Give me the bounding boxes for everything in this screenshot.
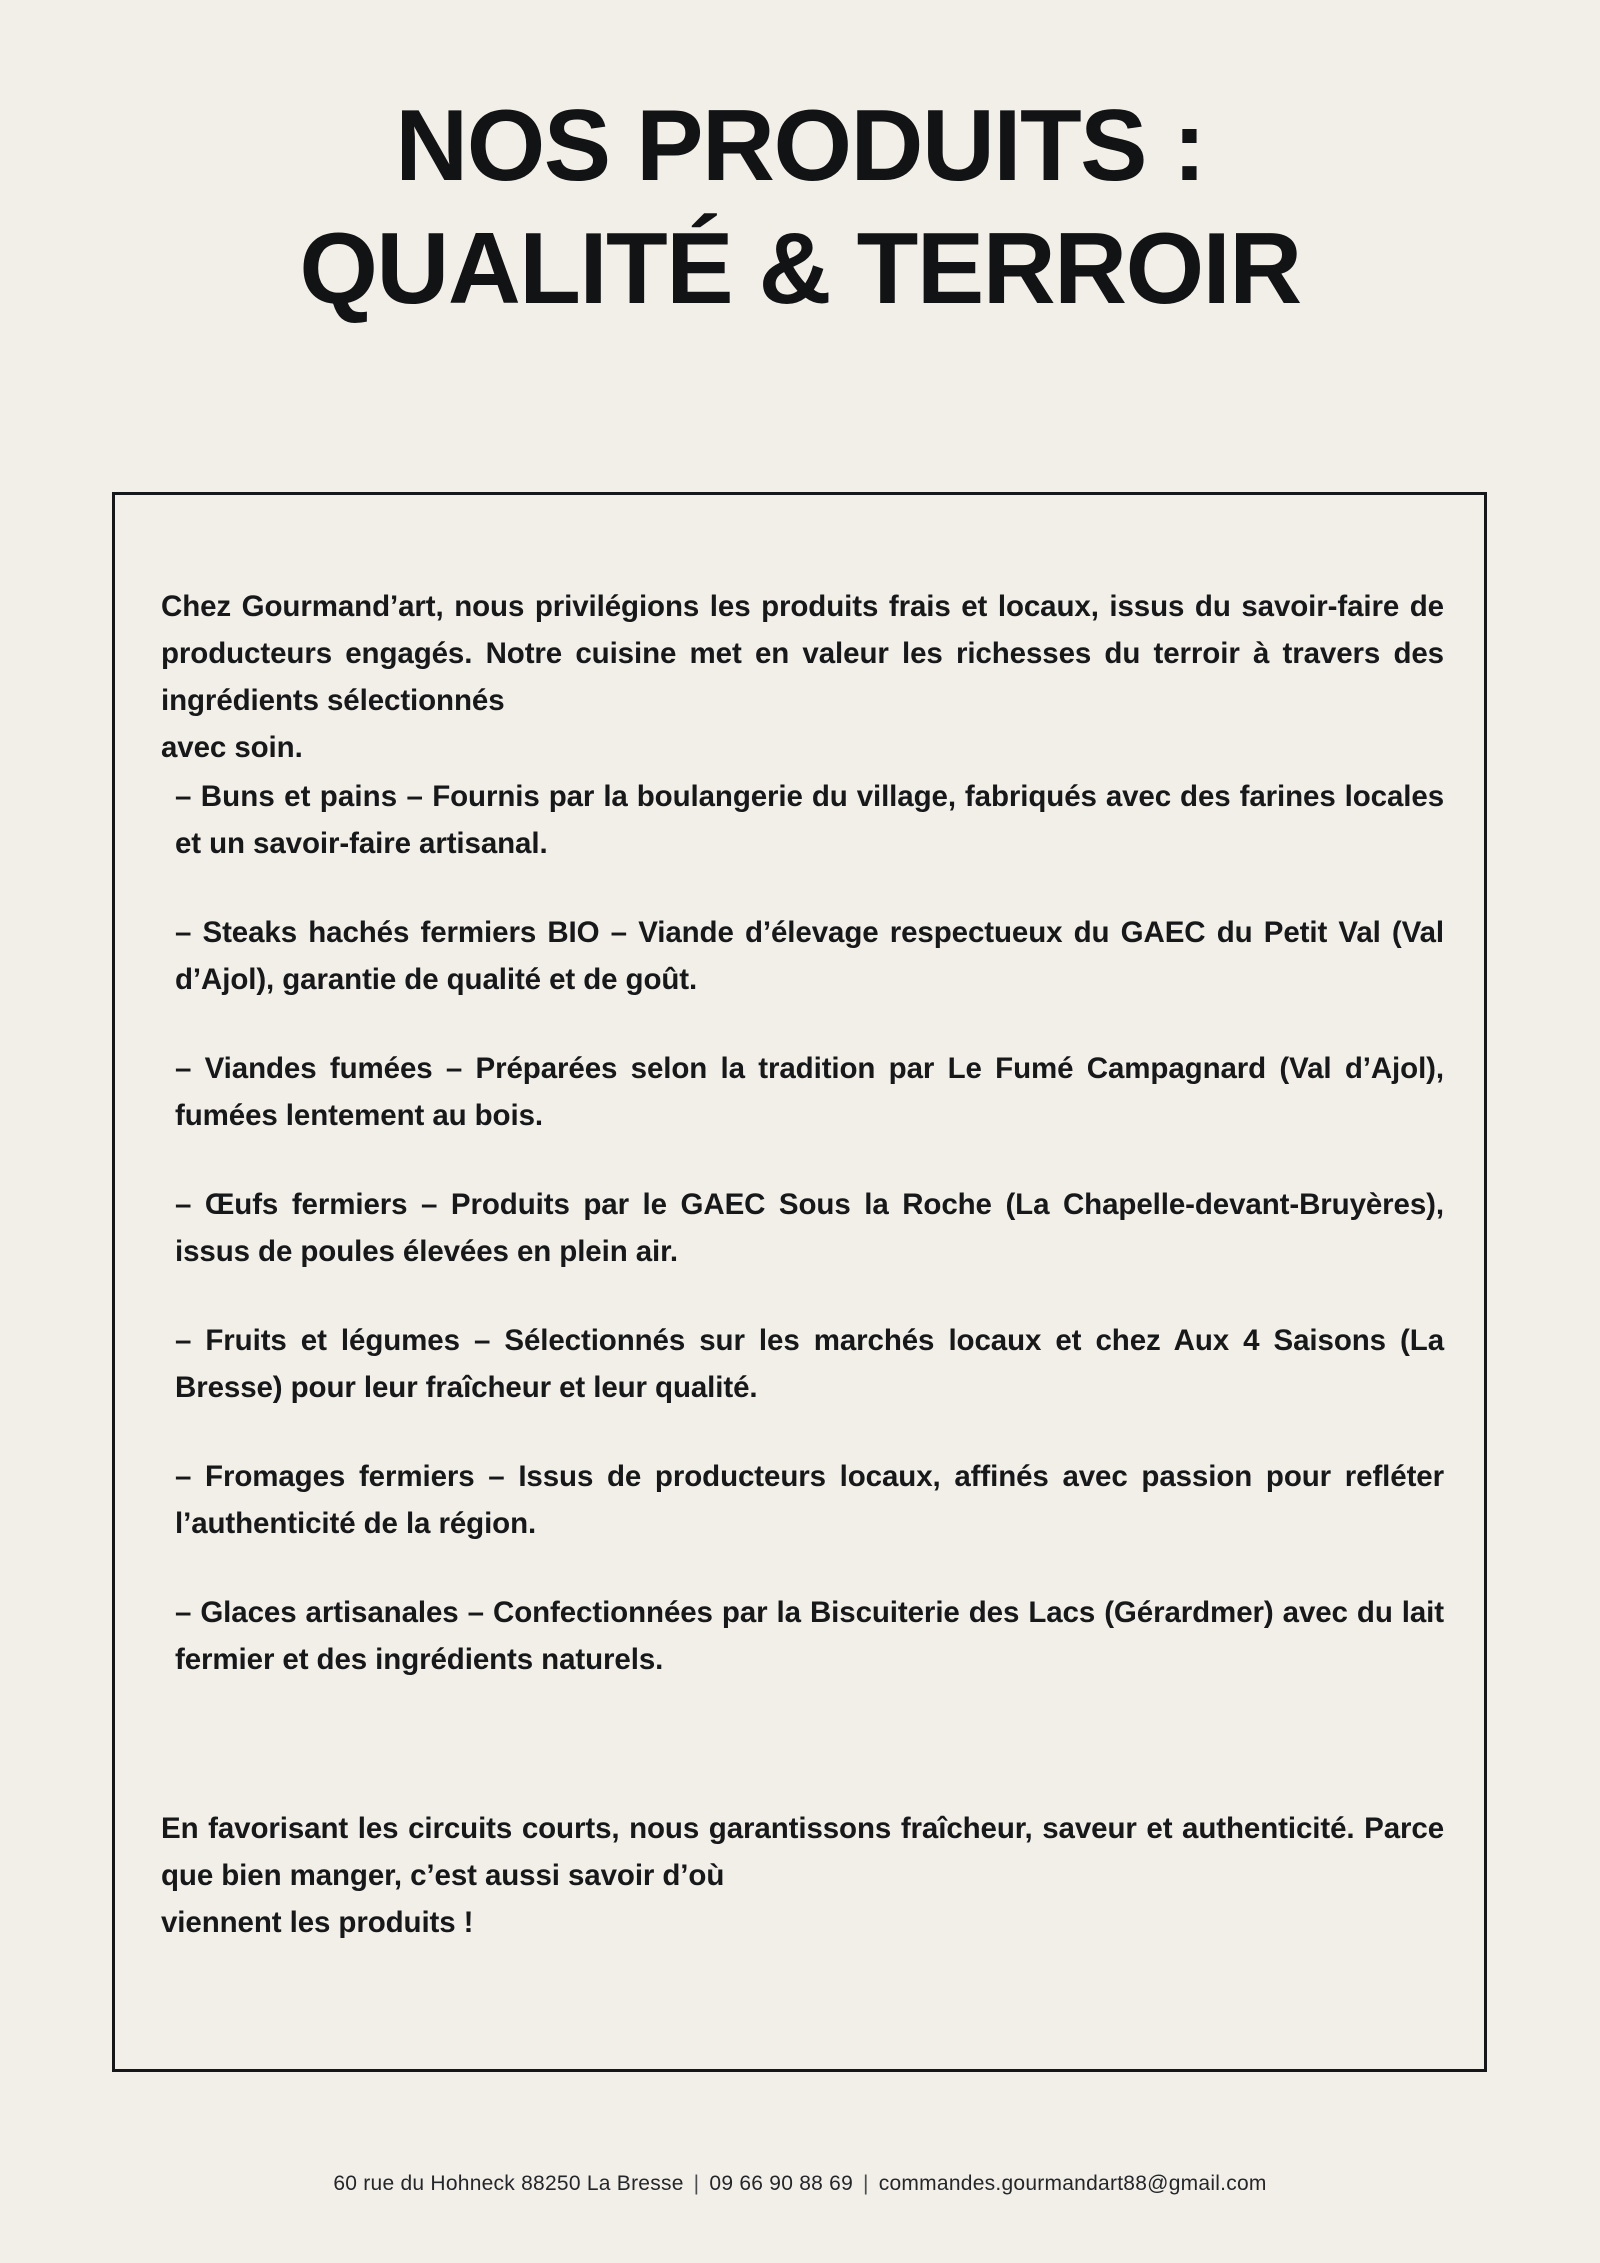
list-item [175,1181,1444,1275]
footer-address: 60 rue du Hohneck 88250 La Bresse [333,2172,684,2195]
list-item-body: Issus de producteurs locaux, affinés avec passion pour refléter l’authenticité de la région. [175,1460,1444,1540]
list-item [175,773,1444,867]
list-item-body: Fournis par la boulangerie du village, fabriqués avec des farines locales et un savoir-faire artisanal. [175,780,1444,860]
list-item-body: Préparées selon la tradition par Le Fumé Campagnard (Val d’Ajol), fumées lentement au bois. [175,1052,1444,1132]
closing-paragraph-main: En favorisant les circuits courts, nous garantissons fraîcheur, saveur et authenticité. Parce que bien manger, c’est aussi savoir d’où [161,1812,1444,1892]
list-item-body: Sélectionnés sur les marchés locaux et chez Aux 4 Saisons (La Bresse) pour leur fraîcheur et leur qualité. [175,1324,1444,1404]
content-box-inner [161,495,1444,2069]
page-title-line-1: NOS PRODUITS : [395,90,1205,202]
intro-paragraph [161,583,1444,771]
list-item [175,909,1444,1003]
product-list [175,773,1444,1683]
list-item-lead: – Fruits et légumes – [175,1324,505,1357]
list-item-body: Produits par le GAEC Sous la Roche (La Chapelle-devant-Bruyères), issus de poules élevées en plein air. [175,1188,1444,1268]
list-item-lead: – Viandes fumées – [175,1052,476,1085]
intro-paragraph-main: Chez Gourmand’art, nous privilégions les produits frais et locaux, issus du savoir-faire de producteurs engagés. Notre cuisine met en valeur les richesses du terroir à travers des ingrédients sélectionnés [161,590,1444,717]
list-item-lead: – Glaces artisanales – [175,1596,493,1629]
page-title [0,90,1600,325]
list-item [175,1045,1444,1139]
list-item-lead: – Steaks hachés fermiers BIO – [175,916,639,949]
footer-email: commandes.gourmandart88@gmail.com [878,2172,1267,2195]
footer-separator-2: | [863,2172,869,2195]
list-item-body: Viande d’élevage respectueux du GAEC du Petit Val (Val d’Ajol), garantie de qualité et de goût. [175,916,1444,996]
list-item-lead: – Fromages fermiers – [175,1460,519,1493]
closing-paragraph [161,1805,1444,1946]
content-box [112,492,1487,2072]
list-item-body: Confectionnées par la Biscuiterie des Lacs (Gérardmer) avec du lait fermier et des ingrédients naturels. [175,1596,1444,1676]
footer [0,2172,1600,2196]
closing-paragraph-last-line: viennent les produits ! [161,1906,474,1939]
footer-phone: 09 66 90 88 69 [709,2172,854,2195]
intro-paragraph-last-line: avec soin. [161,731,303,764]
page-title-line-2: QUALITÉ & TERROIR [299,213,1301,325]
list-item [175,1589,1444,1683]
list-item-lead: – Buns et pains – [175,780,433,813]
list-item [175,1453,1444,1547]
list-item [175,1317,1444,1411]
list-item-lead: – Œufs fermiers – [175,1188,451,1221]
footer-separator-1: | [693,2172,700,2195]
